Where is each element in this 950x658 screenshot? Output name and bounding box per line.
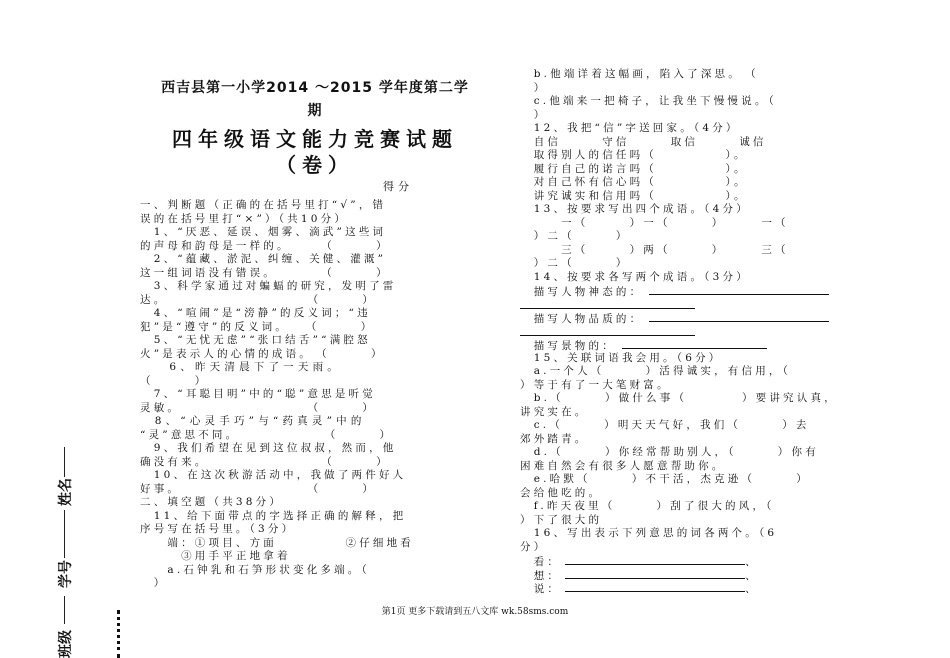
text-line: ）下了很大的 <box>520 513 603 526</box>
text-line <box>520 284 865 298</box>
text-line: ） <box>520 108 548 121</box>
text-line: “灵”意思不同。 （ ） <box>140 428 394 441</box>
text-line: f.昨天夜里（ ）刮了很大的风，（ <box>520 500 775 512</box>
text-line: ）等于有了一大笔财富。 <box>520 378 671 391</box>
text-line: 分） <box>520 540 548 553</box>
exam-subtitle: （卷） <box>276 153 354 177</box>
name-label: 姓名 <box>58 478 74 506</box>
text-line: 看： 、 <box>520 556 759 568</box>
text-line: 确没有来。 （ ） <box>140 455 390 468</box>
page-footer: 第1页 更多下载请到五八文库 wk.58sms.com <box>381 607 569 617</box>
student-id-blank <box>64 510 65 558</box>
item-label: 描写景物的： <box>520 340 616 352</box>
text-line: a.一个人（ ）活得诚实，有信用，（ <box>520 365 792 377</box>
text-line: 对自己怀有信心吗（ ）。 <box>520 176 748 188</box>
text-line: 灵敏。 （ ） <box>140 401 377 414</box>
text-line: 13、按要求写出四个成语。（4分） <box>520 203 750 215</box>
text-line: （ ） <box>140 374 209 387</box>
score-label: 得分 <box>383 180 413 193</box>
student-id-label: 学号 <box>58 560 74 588</box>
text-line: 三（ ）两（ ） 三（ <box>520 243 789 256</box>
text-line: 5、“无忧无虑”“张口结舌”“满腔怒 <box>140 334 371 346</box>
item-label: 想： <box>520 569 562 582</box>
text-line <box>520 325 865 339</box>
text-line: d.（ ）你经常帮助别人，（ ）你有 <box>520 446 819 458</box>
text-line: 讲究诚实和信用吗（ ）。 <box>520 189 748 202</box>
text-line: 端：①项目、方面 ②仔细地看 <box>140 536 414 549</box>
text-line: 会给他吃的。 <box>520 486 603 499</box>
text-line: 15、关联词语我会用。（6分） <box>520 351 723 364</box>
binding-dotted-line <box>117 610 120 658</box>
text-line: ③用手平正地拿着 <box>140 550 291 562</box>
text-line <box>520 338 865 352</box>
item-label: 描写人物神态的： <box>520 286 644 298</box>
answer-blank <box>565 581 745 592</box>
answer-blank <box>649 284 829 295</box>
text-line: 履行自己的诺言吗（ ）。 <box>520 162 748 175</box>
text-line: 一、判断题（正确的在括号里打“√”，错 <box>140 199 387 211</box>
school-year-heading: 西吉县第一小学2014 ～2015 学年度第二学 <box>161 80 469 96</box>
text-line: 困难自然会有很多人愿意帮助你。 <box>520 459 726 472</box>
text-line: c.他端来一把椅子，让我坐下慢慢说。（ <box>520 95 777 107</box>
text-line: 取得别人的信任吗（ ）。 <box>520 149 748 161</box>
answer-blank <box>622 338 767 349</box>
item-label: 说： <box>520 583 562 595</box>
text-line: 好事。 （ ） <box>140 482 377 495</box>
text-line: 9、我们希望在见到这位叔叔，然而，他 <box>140 442 397 454</box>
text-line: 自信 守信 取信 诚信 <box>520 135 767 148</box>
answer-blank <box>520 298 695 309</box>
text-line: 14、按要求各写两个成语。（3分） <box>520 270 750 283</box>
text-line: ） <box>520 81 548 94</box>
text-line <box>520 298 865 312</box>
text-line: 序号写在括号里。（3分） <box>140 523 296 535</box>
class-label: 班级 <box>58 630 74 658</box>
text-line: 一（ ）一（ ） 一（ <box>520 216 789 229</box>
text-line: 这一组词语没有错误。 （ ） <box>140 266 390 279</box>
text-line: 1、“厌恶、延误、烟雾、滴武”这些词 <box>140 226 387 238</box>
answer-blank <box>565 568 745 579</box>
answer-blank <box>649 311 829 322</box>
answer-blank <box>565 554 745 565</box>
text-line: 10、在这次秋游活动中，我做了两件好人 <box>140 469 407 481</box>
right-column <box>520 68 865 595</box>
text-line: 犯”是“遵守”的反义词。 （ ） <box>140 320 375 333</box>
school-year-heading-cont: 期 <box>307 103 323 119</box>
text-line: 的声母和韵母是一样的。 （ ） <box>140 239 390 252</box>
text-line: 说： 、 <box>520 583 759 595</box>
text-line: 郊外踏青。 <box>520 432 589 445</box>
text-line <box>520 311 865 325</box>
text-line: ）二（ ） <box>520 230 630 242</box>
text-line: 8、“心灵手巧”与“药真灵”中的 <box>140 415 366 427</box>
text-line: 7、“耳聪目明”中的“聪”意思是听觉 <box>140 388 376 400</box>
exam-title: 四年级语文能力竞赛试题 <box>172 127 458 151</box>
text-line: 4、“喧闹”是“滂静”的反义词；“违 <box>140 307 371 319</box>
text-line: 16、写出表示下列意思的词各两个。（6 <box>520 527 778 539</box>
left-column <box>140 199 490 591</box>
text-line: 讲究实在。 <box>520 405 589 418</box>
name-blank <box>64 447 65 477</box>
text-line: a.石钟乳和石笋形状变化多端。（ <box>140 563 370 576</box>
text-line: 二、填空题（共38分） <box>140 496 284 508</box>
text-line: 12、我把“信”字送回家。（4分） <box>520 122 740 134</box>
text-line: 想： 、 <box>520 569 759 582</box>
text-line: 误的在括号里打“×”）（共10分） <box>140 212 349 225</box>
text-line: 6、昨天清晨下了一天雨。 <box>140 361 342 373</box>
text-line: b.他端详着这幅画，陷入了深思。 （ <box>520 68 759 80</box>
text-line: b.（ ）做什么事（ ）要讲究认真， <box>520 392 838 404</box>
text-line: ） <box>140 577 168 589</box>
text-line: 达。 （ ） <box>140 293 377 306</box>
text-line: e.哈默（ ）不干活，杰克逊（ ） <box>520 473 810 485</box>
text-line: 2、“蕴藏、淤泥、纠缠、关健、灌溉” <box>140 253 387 265</box>
text-line: ）二（ ） <box>520 257 630 269</box>
text-line: 火”是表示人的心情的成语。 （ ） <box>140 347 385 360</box>
item-label: 描写人物品质的： <box>520 313 644 325</box>
item-label: 看： <box>520 556 562 568</box>
text-line: c.（ ）明天天气好，我们（ ）去 <box>520 419 810 431</box>
text-line: 3、科学家通过对蝙蝠的研究，发明了雷 <box>140 280 397 292</box>
text-line: 11、给下面带点的字选择正确的解释，把 <box>140 509 407 522</box>
answer-blank <box>520 325 695 336</box>
